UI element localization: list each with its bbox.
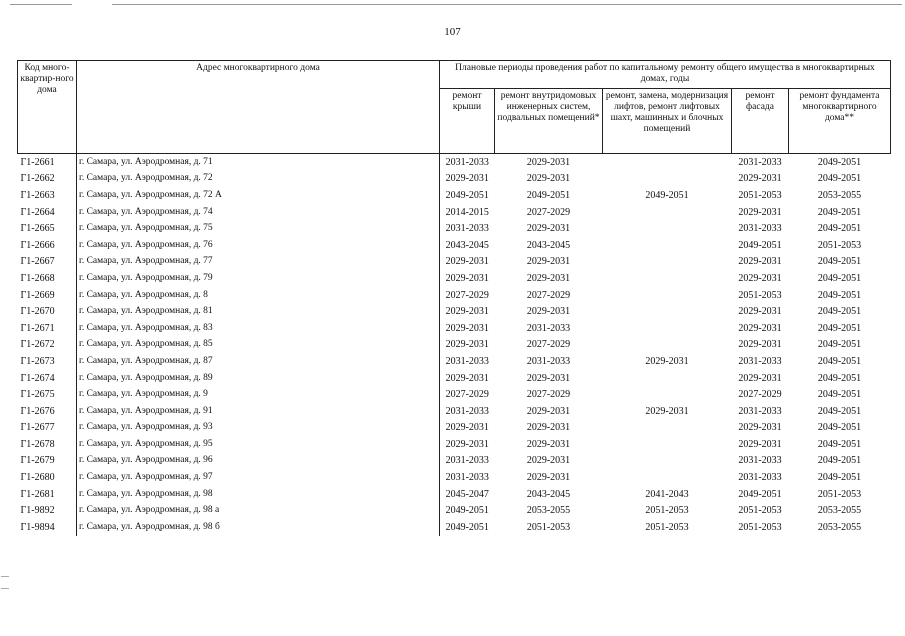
- header-address: Адрес многоквартирного дома: [77, 61, 440, 154]
- row-elevators: 2051-2053: [645, 521, 689, 533]
- row-facade: 2031-2033: [738, 472, 782, 484]
- table-body: [18, 154, 891, 536]
- header-engineering: ремонт внутридомовых инженерных систем, подвальных помещений*: [495, 89, 603, 154]
- row-engineering: 2029-2031: [526, 156, 571, 168]
- row-foundation: 2051-2053: [817, 488, 862, 500]
- row-elevators: [603, 237, 732, 254]
- row-foundation: 2053-2055: [817, 521, 862, 533]
- row-engineering: 2027-2029: [526, 289, 571, 301]
- row-engineering: 2029-2031: [526, 223, 571, 235]
- row-address: г. Самара, ул. Аэродромная, д. 75: [77, 220, 440, 237]
- row-elevators: [603, 436, 732, 453]
- row-code: Г1-2671: [20, 322, 55, 334]
- row-engineering: 2029-2031: [526, 306, 571, 318]
- row-engineering: 2027-2029: [526, 389, 571, 401]
- row-roof: 2014-2015: [440, 204, 495, 221]
- row-code: Г1-2669: [20, 289, 55, 301]
- row-code: Г1-2661: [20, 156, 55, 168]
- row-engineering: 2043-2045: [526, 239, 571, 251]
- row-address: г. Самара, ул. Аэродромная, д. 89: [77, 370, 440, 387]
- row-address: г. Самара, ул. Аэродромная, д. 81: [77, 303, 440, 320]
- row-elevators: [603, 337, 732, 354]
- table-row: [18, 337, 891, 354]
- row-engineering: 2031-2033: [526, 355, 571, 367]
- row-facade: 2051-2053: [738, 289, 782, 301]
- table-row: [18, 453, 891, 470]
- header-facade: ремонт фасада: [732, 89, 789, 154]
- row-foundation: 2049-2051: [817, 173, 862, 185]
- row-elevators: [603, 204, 732, 221]
- row-engineering: 2029-2031: [526, 455, 571, 467]
- row-roof: 2029-2031: [440, 320, 495, 337]
- row-address: г. Самара, ул. Аэродромная, д. 97: [77, 469, 440, 486]
- page-number: 107: [444, 26, 461, 38]
- row-roof: 2045-2047: [440, 486, 495, 503]
- row-engineering: 2049-2051: [526, 189, 571, 201]
- row-address: г. Самара, ул. Аэродромная, д. 77: [77, 254, 440, 271]
- row-engineering: 2029-2031: [526, 405, 571, 417]
- table-row: [18, 254, 891, 271]
- row-facade: 2029-2031: [738, 306, 782, 318]
- row-elevators: [603, 320, 732, 337]
- row-roof: 2049-2051: [440, 502, 495, 519]
- row-facade: 2029-2031: [738, 438, 782, 450]
- row-facade: 2031-2033: [738, 223, 782, 235]
- row-facade: 2051-2053: [738, 189, 782, 201]
- row-facade: 2029-2031: [738, 422, 782, 434]
- row-code: Г1-2672: [20, 339, 55, 351]
- table-row: [18, 370, 891, 387]
- row-roof: 2031-2033: [440, 403, 495, 420]
- table-row: [18, 237, 891, 254]
- header-elevators: ремонт, замена, модернизация лифтов, ремонт лифтовых шахт, машинных и блочных помещений: [603, 89, 732, 154]
- row-code: Г1-2674: [20, 372, 55, 384]
- row-foundation: 2049-2051: [817, 156, 862, 168]
- row-elevators: [603, 154, 732, 171]
- row-code: Г1-2670: [20, 306, 55, 318]
- row-foundation: 2049-2051: [817, 272, 862, 284]
- row-code: Г1-9892: [20, 505, 55, 517]
- row-address: г. Самара, ул. Аэродромная, д. 87: [77, 353, 440, 370]
- scan-margin-mark: [1, 576, 9, 577]
- row-code: Г1-2664: [20, 206, 55, 218]
- row-engineering: 2031-2033: [526, 322, 571, 334]
- row-roof: 2029-2031: [440, 303, 495, 320]
- table-row: [18, 270, 891, 287]
- row-foundation: 2049-2051: [817, 306, 862, 318]
- row-engineering: 2051-2053: [526, 521, 571, 533]
- row-elevators: [603, 420, 732, 437]
- row-engineering: 2029-2031: [526, 372, 571, 384]
- row-code: Г1-2680: [20, 472, 55, 484]
- row-address: г. Самара, ул. Аэродромная, д. 72 А: [77, 187, 440, 204]
- row-foundation: 2049-2051: [817, 206, 862, 218]
- row-address: г. Самара, ул. Аэродромная, д. 96: [77, 453, 440, 470]
- row-code: Г1-2679: [20, 455, 55, 467]
- row-engineering: 2029-2031: [526, 173, 571, 185]
- row-elevators: 2041-2043: [645, 488, 689, 500]
- row-engineering: 2043-2045: [526, 488, 571, 500]
- row-roof: 2029-2031: [440, 254, 495, 271]
- row-engineering: 2029-2031: [526, 256, 571, 268]
- row-elevators: [603, 270, 732, 287]
- row-roof: 2029-2031: [440, 436, 495, 453]
- table-row: [18, 320, 891, 337]
- row-code: Г1-2667: [20, 256, 55, 268]
- row-roof: 2043-2045: [440, 237, 495, 254]
- row-facade: 2029-2031: [738, 272, 782, 284]
- row-facade: 2051-2053: [738, 521, 782, 533]
- row-roof: 2031-2033: [440, 353, 495, 370]
- row-code: Г1-9894: [20, 521, 55, 533]
- row-elevators: 2049-2051: [645, 189, 689, 201]
- row-code: Г1-2675: [20, 389, 55, 401]
- table-row: [18, 519, 891, 536]
- row-address: г. Самара, ул. Аэродромная, д. 95: [77, 436, 440, 453]
- row-facade: 2031-2033: [738, 156, 782, 168]
- row-facade: 2029-2031: [738, 206, 782, 218]
- row-engineering: 2053-2055: [526, 505, 571, 517]
- row-foundation: 2049-2051: [817, 355, 862, 367]
- row-roof: 2027-2029: [440, 287, 495, 304]
- table-row: [18, 353, 891, 370]
- table-row: [18, 420, 891, 437]
- table-row: [18, 469, 891, 486]
- table-row: [18, 287, 891, 304]
- row-elevators: [603, 220, 732, 237]
- header-foundation: ремонт фундамента многоквартирного дома**: [789, 89, 891, 154]
- row-facade: 2029-2031: [738, 339, 782, 351]
- row-foundation: 2049-2051: [817, 422, 862, 434]
- table-row: [18, 171, 891, 188]
- row-facade: 2029-2031: [738, 173, 782, 185]
- scan-rule-left: [10, 4, 72, 5]
- row-foundation: 2049-2051: [817, 339, 862, 351]
- row-foundation: 2049-2051: [817, 256, 862, 268]
- row-code: Г1-2666: [20, 239, 55, 251]
- row-elevators: 2029-2031: [645, 405, 689, 417]
- row-foundation: 2049-2051: [817, 455, 862, 467]
- row-foundation: 2049-2051: [817, 405, 862, 417]
- row-address: г. Самара, ул. Аэродромная, д. 8: [77, 287, 440, 304]
- table-row: [18, 154, 891, 171]
- table-row: [18, 303, 891, 320]
- row-foundation: 2049-2051: [817, 372, 862, 384]
- row-facade: 2031-2033: [738, 405, 782, 417]
- row-foundation: 2049-2051: [817, 223, 862, 235]
- row-code: Г1-2662: [20, 173, 55, 185]
- table-row: [18, 386, 891, 403]
- row-foundation: 2049-2051: [817, 438, 862, 450]
- table-row: [18, 403, 891, 420]
- row-roof: 2029-2031: [440, 420, 495, 437]
- row-address: г. Самара, ул. Аэродромная, д. 9: [77, 386, 440, 403]
- row-foundation: 2049-2051: [817, 472, 862, 484]
- row-foundation: 2049-2051: [817, 389, 862, 401]
- row-facade: 2029-2031: [738, 372, 782, 384]
- row-facade: 2051-2053: [738, 505, 782, 517]
- row-code: Г1-2665: [20, 223, 55, 235]
- row-address: г. Самара, ул. Аэродромная, д. 83: [77, 320, 440, 337]
- row-engineering: 2029-2031: [526, 272, 571, 284]
- row-elevators: [603, 254, 732, 271]
- table-row: [18, 204, 891, 221]
- row-engineering: 2027-2029: [526, 206, 571, 218]
- row-facade: 2027-2029: [738, 389, 782, 401]
- table-row: [18, 486, 891, 503]
- row-facade: 2029-2031: [738, 322, 782, 334]
- row-address: г. Самара, ул. Аэродромная, д. 91: [77, 403, 440, 420]
- row-address: г. Самара, ул. Аэродромная, д. 76: [77, 237, 440, 254]
- table-row: [18, 220, 891, 237]
- table-row: [18, 436, 891, 453]
- row-roof: 2031-2033: [440, 154, 495, 171]
- table-row: [18, 502, 891, 519]
- row-elevators: [603, 386, 732, 403]
- row-roof: 2029-2031: [440, 171, 495, 188]
- header-code: Код много-квартир-ного дома: [18, 61, 77, 154]
- row-foundation: 2049-2051: [817, 289, 862, 301]
- row-elevators: [603, 370, 732, 387]
- row-elevators: 2051-2053: [645, 505, 689, 517]
- capital-repair-table: [17, 60, 891, 536]
- row-elevators: [603, 303, 732, 320]
- row-roof: 2031-2033: [440, 453, 495, 470]
- row-foundation: 2051-2053: [817, 239, 862, 251]
- row-foundation: 2053-2055: [817, 505, 862, 517]
- row-elevators: 2029-2031: [645, 355, 689, 367]
- row-address: г. Самара, ул. Аэродромная, д. 72: [77, 171, 440, 188]
- row-roof: 2029-2031: [440, 370, 495, 387]
- scan-rule-right: [112, 4, 902, 5]
- scan-margin-mark: [1, 588, 9, 589]
- row-code: Г1-2678: [20, 438, 55, 450]
- row-roof: 2049-2051: [440, 519, 495, 536]
- row-elevators: [603, 171, 732, 188]
- row-roof: 2031-2033: [440, 220, 495, 237]
- row-code: Г1-2676: [20, 405, 55, 417]
- row-engineering: 2029-2031: [526, 422, 571, 434]
- row-address: г. Самара, ул. Аэродромная, д. 79: [77, 270, 440, 287]
- row-roof: 2029-2031: [440, 337, 495, 354]
- row-address: г. Самара, ул. Аэродромная, д. 74: [77, 204, 440, 221]
- row-address: г. Самара, ул. Аэродромная, д. 85: [77, 337, 440, 354]
- row-facade: 2031-2033: [738, 455, 782, 467]
- row-address: г. Самара, ул. Аэродромная, д. 98: [77, 486, 440, 503]
- row-code: Г1-2677: [20, 422, 55, 434]
- row-engineering: 2029-2031: [526, 438, 571, 450]
- row-address: г. Самара, ул. Аэродромная, д. 93: [77, 420, 440, 437]
- header-periods: Плановые периоды проведения работ по капитальному ремонту общего имущества в многоквартирных домах, годы: [440, 61, 891, 89]
- row-address: г. Самара, ул. Аэродромная, д. 71: [77, 154, 440, 171]
- row-roof: 2049-2051: [440, 187, 495, 204]
- row-elevators: [603, 469, 732, 486]
- header-roof: ремонт крыши: [440, 89, 495, 154]
- row-code: Г1-2663: [20, 189, 55, 201]
- row-facade: 2049-2051: [738, 239, 782, 251]
- row-foundation: 2053-2055: [817, 189, 862, 201]
- row-facade: 2031-2033: [738, 355, 782, 367]
- row-code: Г1-2681: [20, 488, 55, 500]
- row-elevators: [603, 287, 732, 304]
- row-engineering: 2029-2031: [526, 472, 571, 484]
- table-row: [18, 187, 891, 204]
- row-code: Г1-2668: [20, 272, 55, 284]
- row-facade: 2029-2031: [738, 256, 782, 268]
- row-facade: 2049-2051: [738, 488, 782, 500]
- row-code: Г1-2673: [20, 355, 55, 367]
- row-roof: 2027-2029: [440, 386, 495, 403]
- row-engineering: 2027-2029: [526, 339, 571, 351]
- row-roof: 2031-2033: [440, 469, 495, 486]
- row-roof: 2029-2031: [440, 270, 495, 287]
- row-elevators: [603, 453, 732, 470]
- row-foundation: 2049-2051: [817, 322, 862, 334]
- row-address: г. Самара, ул. Аэродромная, д. 98 б: [77, 519, 440, 536]
- row-address: г. Самара, ул. Аэродромная, д. 98 а: [77, 502, 440, 519]
